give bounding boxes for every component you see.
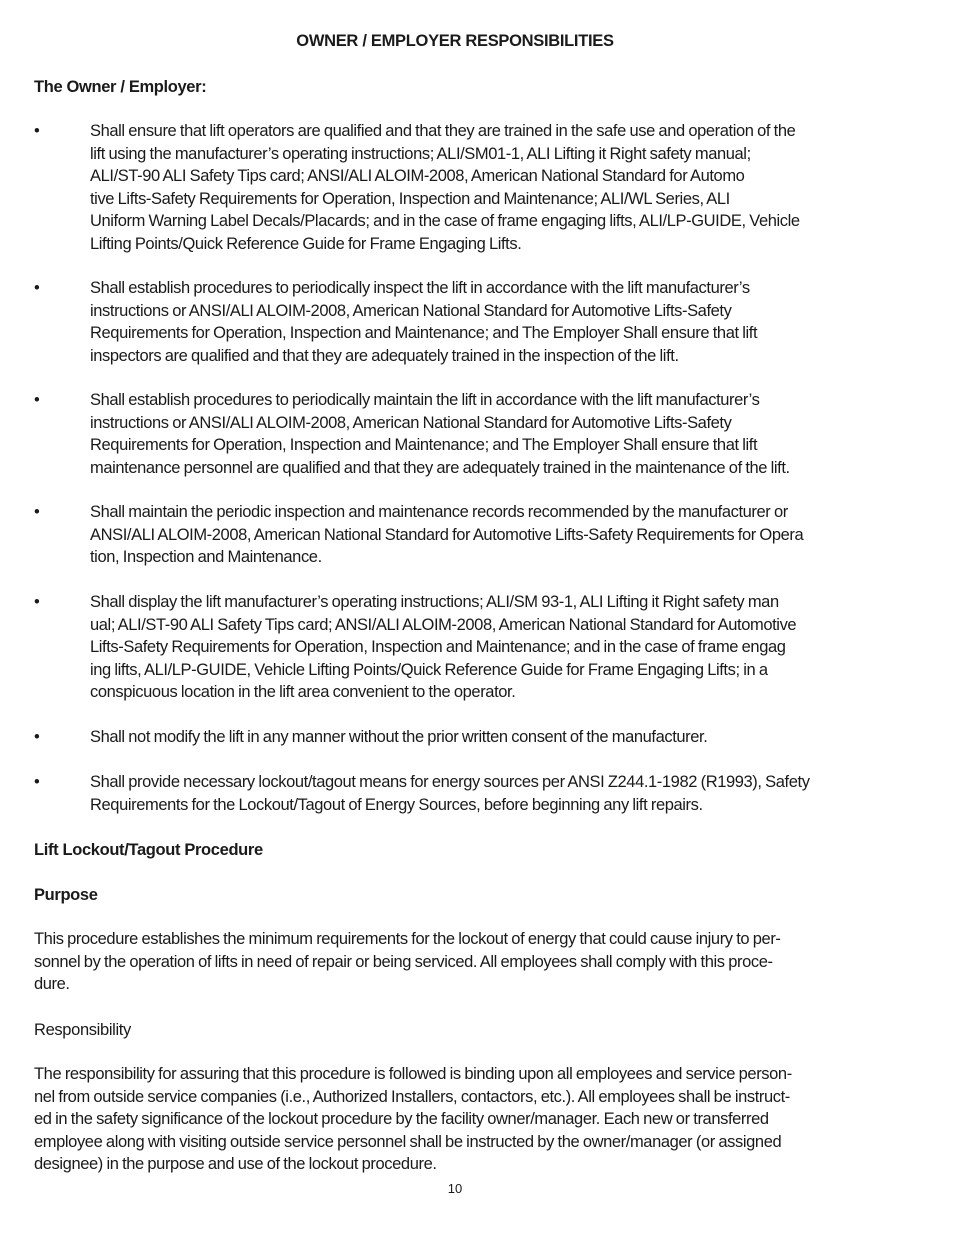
text-line: Shall ensure that lift operators are qualified and that they are trained in the safe use and operation of the: [90, 122, 796, 140]
list-item-text: [90, 771, 880, 816]
text-line: inspectors are qualified and that they are adequately trained in the inspection of the lift.: [90, 346, 679, 365]
text-line: This procedure establishes the minimum requirements for the lockout of energy that could cause injury to per-: [34, 930, 781, 948]
responsibility-heading: Responsibility: [34, 1021, 131, 1039]
text-line: employee along with visiting outside service personnel shall be instructed by the owner/manager (or assigned: [34, 1132, 782, 1151]
list-item-text: [90, 726, 880, 749]
bullet-icon: •: [34, 391, 40, 409]
text-line: designee) in the purpose and use of the lockout procedure.: [34, 1155, 437, 1173]
text-line: conspicuous location in the lift area convenient to the operator.: [90, 683, 516, 701]
text-line: Uniform Warning Label Decals/Placards; and in the case of frame engaging lifts, ALI/LP-GUIDE, Vehicle: [90, 212, 800, 230]
text-line: ed in the safety significance of the lockout procedure by the facility owner/manager. Each new or transferred: [34, 1110, 769, 1128]
bullet-icon: •: [34, 122, 40, 140]
text-line: sonnel by the operation of lifts in need of repair or being serviced. All employees shall comply with this proce-: [34, 952, 773, 971]
text-line: ing lifts, ALI/LP-GUIDE, Vehicle Lifting Points/Quick Reference Guide for Frame Engaging Lifts; in a: [90, 660, 768, 679]
text-line: lift using the manufacturer’s operating instructions; ALI/SM01-1, ALI Lifting it Right safety manual;: [90, 144, 751, 163]
text-line: tive Lifts-Safety Requirements for Operation, Inspection and Maintenance; ALI/WL Series, ALI: [90, 189, 730, 208]
list-item-text: [90, 389, 880, 479]
list-item-text: [90, 591, 880, 704]
text-line: Shall establish procedures to periodically inspect the lift in accordance with the lift manufacturer’s: [90, 279, 750, 297]
bullet-icon: •: [34, 279, 40, 297]
purpose-paragraph: [34, 928, 874, 996]
text-line: ANSI/ALI ALOIM-2008, American National Standard for Automotive Lifts-Safety Requirements for Opera: [90, 525, 804, 544]
purpose-heading: Purpose: [34, 886, 98, 904]
list-item-text: [90, 120, 880, 255]
list-item-text: [90, 277, 880, 367]
bullet-icon: •: [34, 773, 40, 791]
bullet-icon: •: [34, 728, 40, 746]
text-line: nel from outside service companies (i.e., Authorized Installers, contactors, etc.). All employees shall be instruct-: [34, 1087, 790, 1106]
page-number: 10: [447, 1181, 463, 1196]
text-line: Requirements for Operation, Inspection and Maintenance; and The Employer Shall ensure that lift: [90, 436, 758, 454]
text-line: dure.: [34, 975, 70, 993]
text-line: Shall provide necessary lockout/tagout means for energy sources per ANSI Z244.1-1982 (R1993), Safety: [90, 773, 810, 791]
text-line: instructions or ANSI/ALI ALOIM-2008, American National Standard for Automotive Lifts-Safety: [90, 301, 732, 320]
owner-employer-heading: The Owner / Employer:: [34, 78, 207, 96]
bullet-icon: •: [34, 593, 40, 611]
text-line: tion, Inspection and Maintenance.: [90, 548, 322, 566]
bullet-icon: •: [34, 503, 40, 521]
page-title: OWNER / EMPLOYER RESPONSIBILITIES: [296, 32, 614, 50]
text-line: ALI/ST-90 ALI Safety Tips card; ANSI/ALI ALOIM-2008, American National Standard for Automo: [90, 167, 745, 185]
text-line: ual; ALI/ST-90 ALI Safety Tips card; ANSI/ALI ALOIM-2008, American National Standard for Automotive: [90, 615, 797, 634]
text-line: maintenance personnel are qualified and that they are adequately trained in the maintenance of the lift.: [90, 458, 790, 477]
text-line: Shall display the lift manufacturer’s operating instructions; ALI/SM 93-1, ALI Lifting it Right safety man: [90, 593, 779, 611]
lockout-procedure-heading: Lift Lockout/Tagout Procedure: [34, 841, 263, 859]
text-line: Shall establish procedures to periodically maintain the lift in accordance with the lift manufacturer’s: [90, 391, 760, 409]
text-line: Shall not modify the lift in any manner without the prior written consent of the manufacturer.: [90, 728, 708, 746]
responsibility-paragraph: [34, 1063, 874, 1176]
text-line: Requirements for the Lockout/Tagout of Energy Sources, before beginning any lift repairs.: [90, 795, 703, 814]
list-item-text: [90, 501, 880, 569]
text-line: Requirements for Operation, Inspection and Maintenance; and The Employer Shall ensure that lift: [90, 324, 758, 342]
text-line: Lifting Points/Quick Reference Guide for Frame Engaging Lifts.: [90, 234, 522, 253]
text-line: instructions or ANSI/ALI ALOIM-2008, American National Standard for Automotive Lifts-Safety: [90, 413, 732, 432]
text-line: The responsibility for assuring that this procedure is followed is binding upon all employees and service person-: [34, 1065, 792, 1083]
text-line: Lifts-Safety Requirements for Operation, Inspection and Maintenance; and in the case of frame engag: [90, 638, 786, 656]
text-line: Shall maintain the periodic inspection and maintenance records recommended by the manufacturer or: [90, 503, 788, 521]
